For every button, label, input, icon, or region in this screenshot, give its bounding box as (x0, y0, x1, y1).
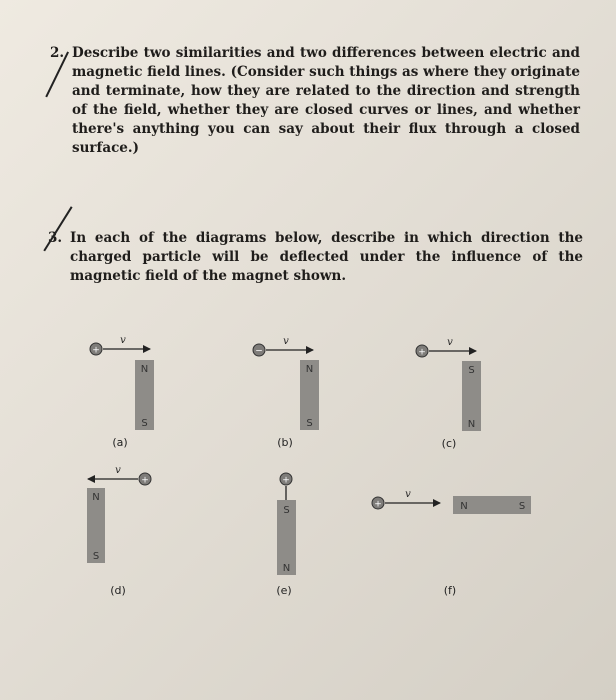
charge-a-sign: + (92, 345, 100, 356)
magnet-d-bottom-pole: S (92, 551, 100, 562)
velocity-label-f: v (405, 489, 411, 500)
diagram-d (87, 465, 151, 597)
magnet-e-bottom-pole: N (282, 563, 291, 574)
charge-f-sign: + (374, 499, 382, 510)
magnet-e-top-pole: S (283, 505, 290, 516)
diagram-e (276, 473, 296, 597)
diagram-f (372, 489, 531, 597)
question-3-number: 3. (48, 230, 63, 246)
charge-b-sign: − (255, 346, 263, 357)
diagram-d-label: (d) (110, 584, 126, 597)
question-2-number: 2. (50, 45, 65, 61)
diagram-c-label: (c) (441, 437, 457, 450)
magnet-b-top-pole: N (305, 364, 314, 375)
magnet-c-top-pole: S (468, 365, 475, 376)
magnet-c-bottom-pole: N (467, 419, 476, 430)
diagram-b (253, 336, 319, 449)
magnet-a-bottom-pole: S (141, 418, 148, 429)
charge-e-sign: + (282, 475, 290, 486)
diagram-b-label: (b) (277, 436, 293, 449)
velocity-label-c: v (447, 337, 453, 348)
velocity-label-d: v (115, 465, 121, 476)
magnet-d-top-pole: N (92, 492, 100, 503)
magnet-b-bottom-pole: S (306, 418, 313, 429)
magnet-f-right-pole: S (518, 501, 526, 512)
diagram-e-label: (e) (276, 584, 292, 597)
charge-c-sign: + (418, 347, 426, 358)
diagram-a (90, 335, 154, 449)
diagram-f-label: (f) (443, 584, 457, 597)
magnet-f-left-pole: N (460, 501, 468, 512)
diagram-c (416, 337, 481, 450)
charge-d-sign: + (141, 475, 149, 486)
question-3-text: In each of the diagrams below, describe in which direction the charged particle will be deflected under the influence of the magnetic field of the magnet shown. (70, 230, 583, 284)
velocity-label-a: v (120, 335, 126, 346)
magnet-a-top-pole: N (140, 364, 149, 375)
velocity-label-b: v (283, 336, 289, 347)
diagram-a-label: (a) (112, 436, 128, 449)
question-2-text: Describe two similarities and two differences between electric and magnetic field lines. (Consider such things as where they originate and terminate, how they are related to the direction and strength of the field, whether they are closed curves or lines, and whether there's anything you can say about their flux through a closed surface.) (72, 45, 580, 156)
